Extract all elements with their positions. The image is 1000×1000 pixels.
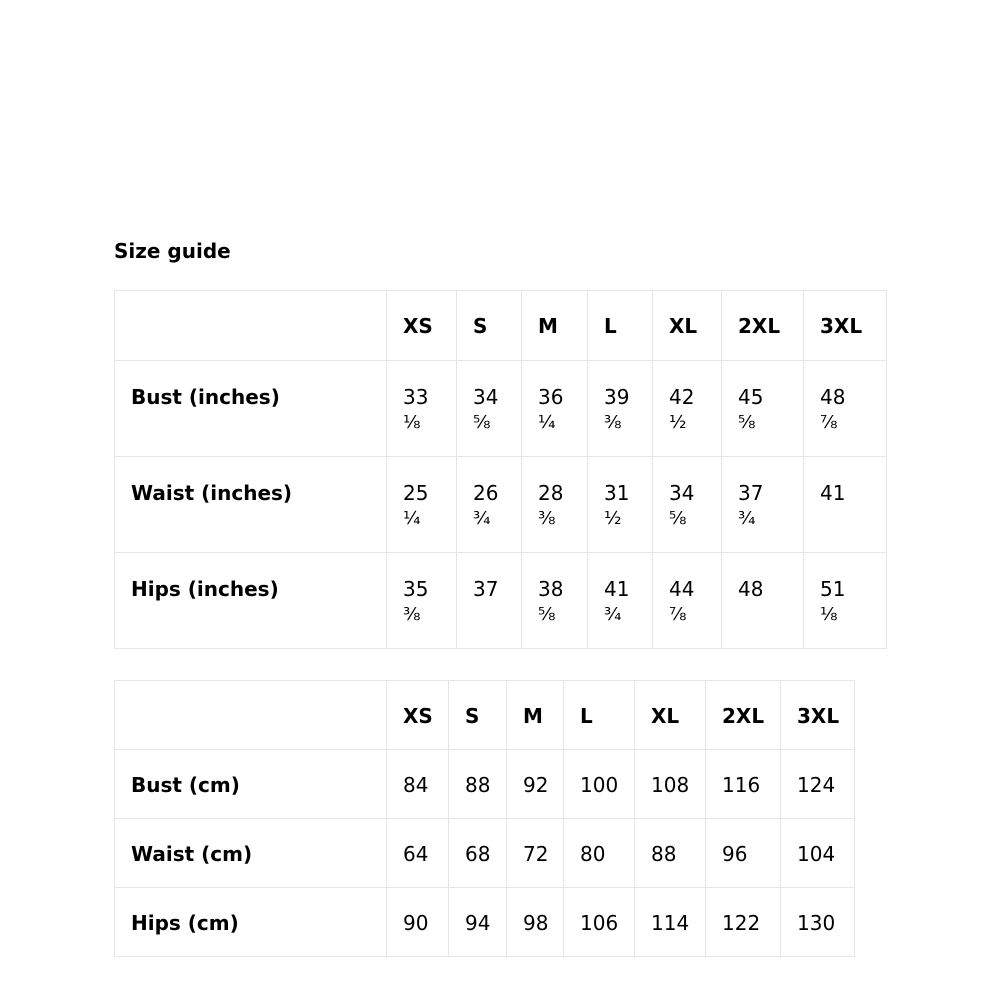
- measurement-cell: [457, 457, 522, 553]
- measurement-cell: [457, 553, 522, 649]
- measurement-cell: [653, 553, 722, 649]
- table-row: [115, 888, 855, 957]
- measurement-cell: [522, 457, 588, 553]
- measurement-cell: [387, 553, 457, 649]
- measurement-cell: 100: [564, 750, 635, 819]
- table-row: [115, 750, 855, 819]
- value-whole: 51: [820, 577, 846, 601]
- header-cell-size: S: [457, 291, 522, 361]
- header-cell-empty: [115, 291, 387, 361]
- value-whole: 38: [538, 577, 564, 601]
- measurement-cell: [522, 361, 588, 457]
- value-whole: 41: [604, 577, 630, 601]
- value-whole: 41: [820, 481, 846, 505]
- header-cell-size: 3XL: [804, 291, 887, 361]
- value-whole: 35: [403, 577, 429, 601]
- table-row: [115, 553, 887, 649]
- header-cell-size: XS: [387, 681, 449, 750]
- header-cell-size: XS: [387, 291, 457, 361]
- measurement-cell: [588, 457, 653, 553]
- value-fraction: ½: [604, 508, 622, 529]
- value-whole: 26: [473, 481, 499, 505]
- value-whole: 34: [473, 385, 499, 409]
- value-fraction: ¾: [604, 604, 622, 625]
- measurement-cell: [522, 553, 588, 649]
- value-whole: 48: [820, 385, 846, 409]
- measurement-cell: 106: [564, 888, 635, 957]
- value-fraction: ⅜: [538, 508, 556, 529]
- measurement-cell: [804, 457, 887, 553]
- measurement-cell: 104: [781, 819, 855, 888]
- value-fraction: ⅝: [473, 412, 491, 433]
- measurement-cell: 94: [449, 888, 507, 957]
- header-row: [115, 681, 855, 750]
- value-whole: 34: [669, 481, 695, 505]
- measurement-cell: 90: [387, 888, 449, 957]
- header-cell-size: L: [564, 681, 635, 750]
- header-row: [115, 291, 887, 361]
- measurement-cell: 108: [635, 750, 706, 819]
- value-whole: 48: [738, 577, 764, 601]
- measurement-cell: 114: [635, 888, 706, 957]
- value-whole: 25: [403, 481, 429, 505]
- header-cell-size: M: [522, 291, 588, 361]
- value-fraction: ¼: [403, 508, 421, 529]
- value-fraction: ⅜: [403, 604, 421, 625]
- value-fraction: ½: [669, 412, 687, 433]
- page-title: Size guide: [114, 239, 231, 263]
- header-cell-size: 3XL: [781, 681, 855, 750]
- measurement-cell: [387, 361, 457, 457]
- value-whole: 44: [669, 577, 695, 601]
- header-cell-size: 2XL: [722, 291, 804, 361]
- header-cell-size: XL: [635, 681, 706, 750]
- value-whole: 42: [669, 385, 695, 409]
- measurement-cell: [588, 553, 653, 649]
- header-cell-size: 2XL: [706, 681, 781, 750]
- measurement-cell: 98: [507, 888, 564, 957]
- row-label: Hips (cm): [115, 888, 387, 957]
- value-fraction: ⅜: [604, 412, 622, 433]
- measurement-cell: 64: [387, 819, 449, 888]
- value-whole: 31: [604, 481, 630, 505]
- value-whole: 45: [738, 385, 764, 409]
- value-whole: 37: [738, 481, 764, 505]
- value-fraction: ⅞: [669, 604, 687, 625]
- measurement-cell: [722, 553, 804, 649]
- value-fraction: ⅝: [738, 412, 756, 433]
- measurement-cell: [653, 361, 722, 457]
- row-label: Waist (cm): [115, 819, 387, 888]
- value-whole: 39: [604, 385, 630, 409]
- measurement-cell: 80: [564, 819, 635, 888]
- row-label: Bust (inches): [115, 361, 387, 457]
- value-fraction: ⅝: [538, 604, 556, 625]
- measurement-cell: [722, 457, 804, 553]
- measurement-cell: 122: [706, 888, 781, 957]
- header-cell-size: S: [449, 681, 507, 750]
- row-label: Hips (inches): [115, 553, 387, 649]
- value-whole: 28: [538, 481, 564, 505]
- value-fraction: ¾: [473, 508, 491, 529]
- measurement-cell: 96: [706, 819, 781, 888]
- header-cell-empty: [115, 681, 387, 750]
- measurement-cell: 84: [387, 750, 449, 819]
- size-table-inches: [114, 290, 887, 649]
- measurement-cell: 116: [706, 750, 781, 819]
- table-row: [115, 457, 887, 553]
- measurement-cell: 72: [507, 819, 564, 888]
- value-fraction: ⅝: [669, 508, 687, 529]
- measurement-cell: 68: [449, 819, 507, 888]
- row-label: Waist (inches): [115, 457, 387, 553]
- row-label: Bust (cm): [115, 750, 387, 819]
- measurement-cell: 124: [781, 750, 855, 819]
- header-cell-size: M: [507, 681, 564, 750]
- measurement-cell: 92: [507, 750, 564, 819]
- value-fraction: ¼: [538, 412, 556, 433]
- table-row: [115, 819, 855, 888]
- measurement-cell: 130: [781, 888, 855, 957]
- value-fraction: ⅛: [403, 412, 421, 433]
- header-cell-size: XL: [653, 291, 722, 361]
- value-whole: 37: [473, 577, 499, 601]
- header-cell-size: L: [588, 291, 653, 361]
- measurement-cell: [804, 553, 887, 649]
- measurement-cell: 88: [449, 750, 507, 819]
- table-row: [115, 361, 887, 457]
- size-table-cm: [114, 680, 855, 957]
- value-fraction: ⅛: [820, 604, 838, 625]
- measurement-cell: [804, 361, 887, 457]
- measurement-cell: [588, 361, 653, 457]
- value-fraction: ⅞: [820, 412, 838, 433]
- measurement-cell: [653, 457, 722, 553]
- measurement-cell: [457, 361, 522, 457]
- value-whole: 33: [403, 385, 429, 409]
- value-fraction: ¾: [738, 508, 756, 529]
- measurement-cell: [387, 457, 457, 553]
- measurement-cell: [722, 361, 804, 457]
- measurement-cell: 88: [635, 819, 706, 888]
- value-whole: 36: [538, 385, 564, 409]
